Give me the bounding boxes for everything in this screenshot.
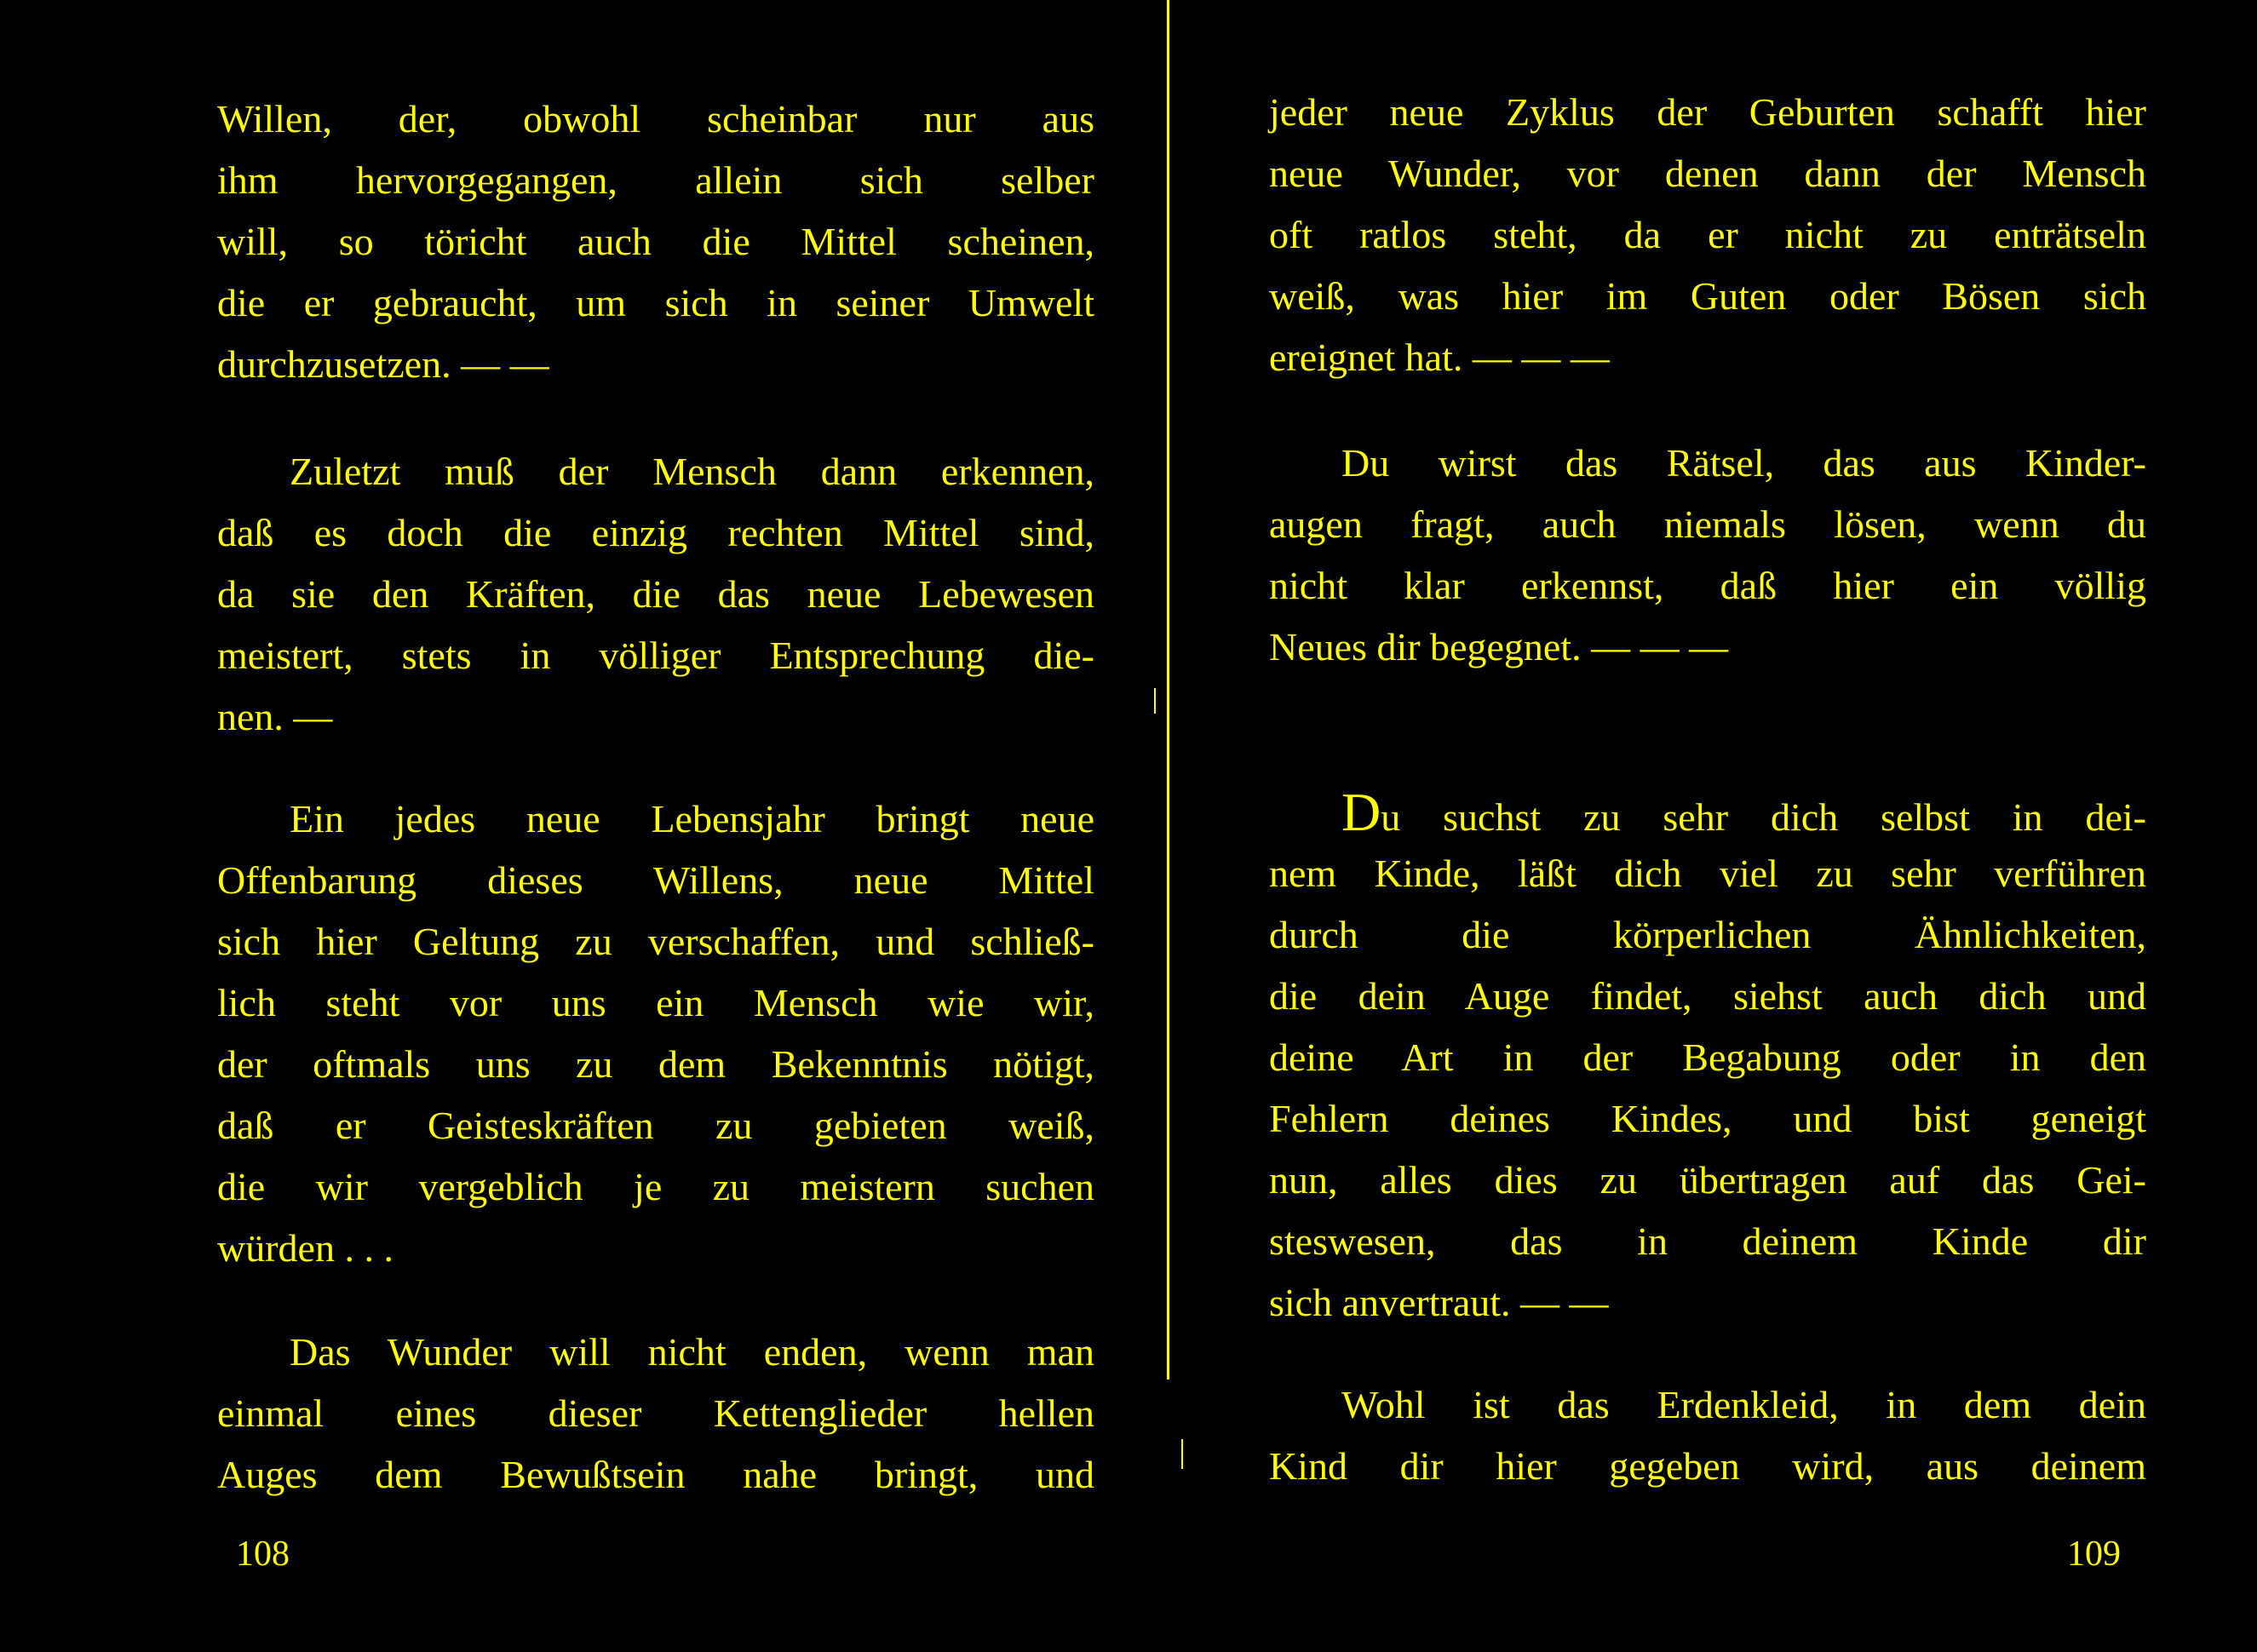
drop-cap: D xyxy=(1341,782,1381,842)
text-line: nem Kinde, läßt dich viel zu sehr verführen xyxy=(1269,852,2146,895)
text-line: nun, alles dies zu übertragen auf das Gei- xyxy=(1269,1158,2146,1202)
text-line: deine Art in der Begabung oder in den xyxy=(1269,1035,2146,1079)
paragraph xyxy=(217,789,1094,1279)
text-line: ihm hervorgegangen, allein sich selber xyxy=(217,158,1094,202)
text-line xyxy=(1269,782,2146,843)
gutter-line xyxy=(1167,0,1169,1380)
text-line: jeder neue Zyklus der Geburten schafft hier xyxy=(1269,90,2146,134)
paragraph xyxy=(217,89,1094,395)
text-line: neue Wunder, vor denen dann der Mensch xyxy=(1269,152,2146,195)
text-line: daß er Geisteskräften zu gebieten weiß, xyxy=(217,1104,1094,1147)
text-line: sich anvertraut. — — xyxy=(1269,1281,1609,1324)
text-line: Willen, der, obwohl scheinbar nur aus xyxy=(217,97,1094,141)
text-line: ereignet hat. — — — xyxy=(1269,336,1610,379)
paragraph xyxy=(217,441,1094,748)
text-line: Du wirst das Rätsel, das aus Kinder- xyxy=(1341,441,2146,485)
text-line: die wir vergeblich je zu meistern suchen xyxy=(217,1165,1094,1208)
page-number: 109 xyxy=(2067,1534,2121,1574)
text-line: lich steht vor uns ein Mensch wie wir, xyxy=(217,981,1094,1024)
text-line: durchzusetzen. — — xyxy=(217,342,549,386)
text-line: Das Wunder will nicht enden, wenn man xyxy=(290,1330,1094,1374)
text-line: einmal eines dieser Kettenglieder hellen xyxy=(217,1391,1094,1435)
text-line: daß es doch die einzig rechten Mittel sind, xyxy=(217,511,1094,554)
page-number: 108 xyxy=(236,1534,290,1574)
gutter-mark xyxy=(1181,1439,1183,1469)
text-line: Zuletzt muß der Mensch dann erkennen, xyxy=(290,450,1094,493)
text-line: der oftmals uns zu dem Bekenntnis nötigt, xyxy=(217,1042,1094,1086)
text-line: oft ratlos steht, da er nicht zu enträtseln xyxy=(1269,213,2146,256)
text-line: augen fragt, auch niemals lösen, wenn du xyxy=(1269,502,2146,546)
text-line: Wohl ist das Erdenkleid, in dem dein xyxy=(1341,1383,2146,1426)
text-line: würden . . . xyxy=(217,1226,393,1270)
gutter-mark xyxy=(1154,688,1156,714)
text-line: durch die körperlichen Ähnlichkeiten, xyxy=(1269,913,2146,956)
text-line: weiß, was hier im Guten oder Bösen sich xyxy=(1269,274,2146,318)
text-line: meistert, stets in völliger Entsprechung die- xyxy=(217,634,1094,677)
paragraph xyxy=(1269,433,2146,678)
paragraph xyxy=(1269,1374,2146,1497)
text-line: nicht klar erkennst, daß hier ein völlig xyxy=(1269,564,2146,607)
text-fragment: u suchst zu sehr dich selbst in dei- xyxy=(1381,795,2146,839)
text-line: sich hier Geltung zu verschaffen, und schließ- xyxy=(217,920,1094,963)
text-line: will, so töricht auch die Mittel scheinen, xyxy=(217,220,1094,263)
text-line: Fehlern deines Kindes, und bist geneigt xyxy=(1269,1097,2146,1140)
text-line: steswesen, das in deinem Kinde dir xyxy=(1269,1219,2146,1263)
text-line: Kind dir hier gegeben wird, aus deinem xyxy=(1269,1444,2146,1488)
text-line: da sie den Kräften, die das neue Lebewesen xyxy=(217,572,1094,616)
paragraph xyxy=(1269,782,2146,1334)
text-line: nen. — xyxy=(217,695,333,738)
right-page xyxy=(1269,0,2146,1652)
paragraph xyxy=(1269,82,2146,388)
text-line: Ein jedes neue Lebensjahr bringt neue xyxy=(290,797,1094,840)
text-line: Offenbarung dieses Willens, neue Mittel xyxy=(217,858,1094,902)
text-line: Neues dir begegnet. — — — xyxy=(1269,625,1729,668)
text-line: Auges dem Bewußtsein nahe bringt, und xyxy=(217,1453,1094,1496)
paragraph xyxy=(217,1322,1094,1506)
text-line: die er gebraucht, um sich in seiner Umwelt xyxy=(217,281,1094,324)
left-page xyxy=(217,0,1094,1652)
text-line: die dein Auge findet, siehst auch dich und xyxy=(1269,974,2146,1018)
